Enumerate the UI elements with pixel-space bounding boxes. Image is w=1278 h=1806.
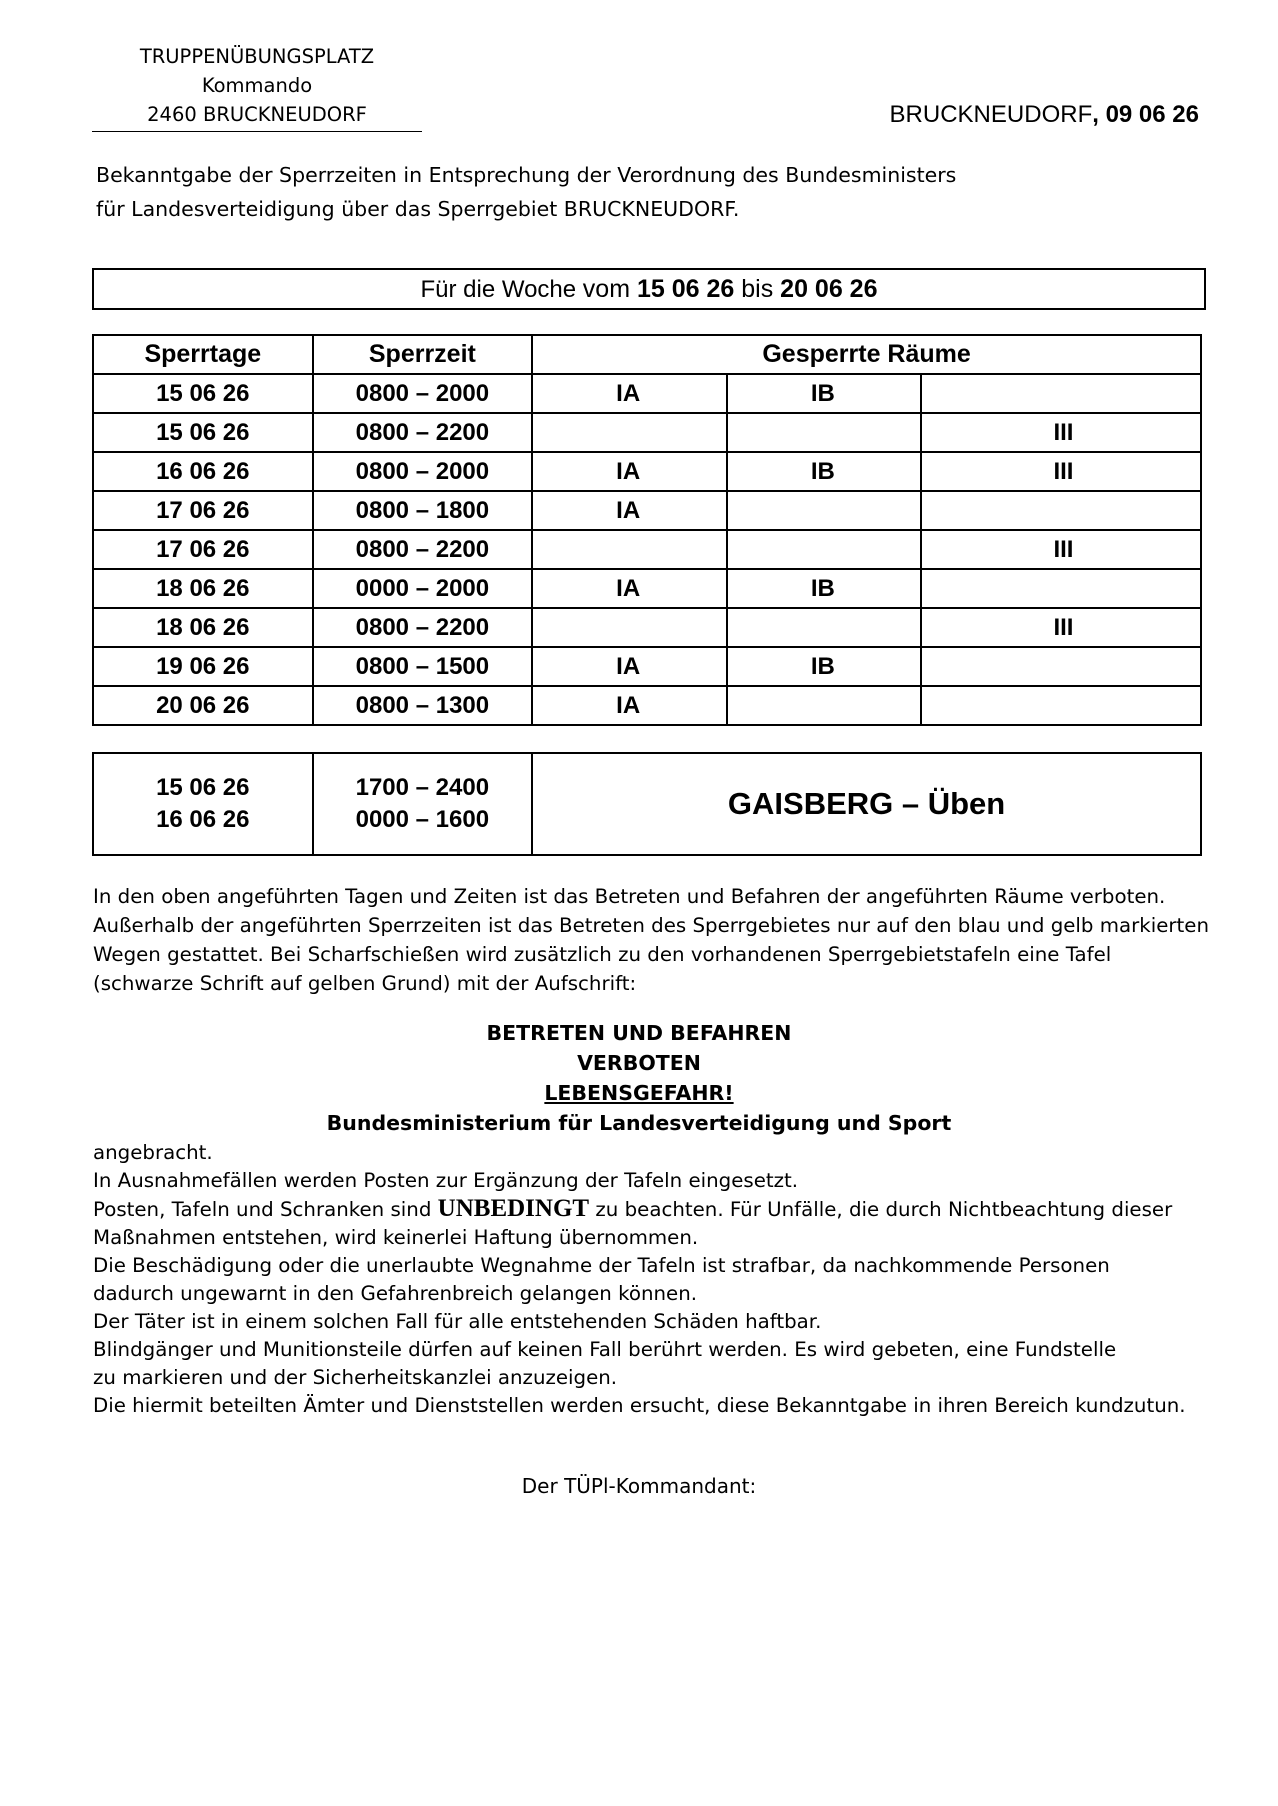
schedule-row: [93, 569, 1201, 608]
sign-text: [0, 1018, 1278, 1138]
rules-line: Die hiermit beteilten Ämter und Dienststellen werden ersucht, diese Bekanntgabe in ihren Bereich kundzutun.: [93, 1394, 1186, 1417]
cell-area-1: IA: [532, 647, 727, 686]
cell-day: 18 06 26: [93, 569, 313, 608]
cell-time: 0000 – 2000: [313, 569, 533, 608]
cell-area-3: III: [921, 530, 1201, 569]
letterhead-line-2: Kommando: [201, 74, 313, 97]
cell-area-1: IA: [532, 686, 727, 725]
header-areas: Gesperrte Räume: [532, 335, 1201, 374]
cell-area-3: III: [921, 608, 1201, 647]
week-to: 20 06 26: [780, 275, 878, 303]
cell-area-3: [921, 569, 1201, 608]
cell-area-2: [727, 608, 922, 647]
cell-time: 0800 – 2200: [313, 530, 533, 569]
letterhead-rule: [92, 131, 422, 132]
schedule-row: [93, 608, 1201, 647]
schedule-row: [93, 413, 1201, 452]
gaisberg-day-2: 16 06 26: [156, 806, 250, 833]
gaisberg-label: GAISBERG – Üben: [532, 753, 1201, 855]
intro-line-1: Bekanntgabe der Sperrzeiten in Entsprechung der Verordnung des Bundesministers: [96, 163, 957, 187]
cell-day: 17 06 26: [93, 491, 313, 530]
cell-area-2: IB: [727, 452, 922, 491]
schedule-row: [93, 647, 1201, 686]
gaisberg-day-1: 15 06 26: [156, 774, 250, 801]
cell-time: 0800 – 2200: [313, 413, 533, 452]
notice-text: [93, 882, 1233, 998]
date: , 09 06 26: [1092, 101, 1199, 128]
rules-line: dadurch ungewarnt in den Gefahrenbreich gelangen können.: [93, 1282, 698, 1305]
intro-line-2: für Landesverteidigung über das Sperrgebiet BRUCKNEUDORF.: [96, 197, 740, 221]
cell-area-1: IA: [532, 374, 727, 413]
cell-area-2: IB: [727, 374, 922, 413]
place-date: [890, 101, 1199, 129]
week-from: 15 06 26: [636, 275, 735, 303]
sign-line-3: LEBENSGEFAHR!: [544, 1081, 734, 1105]
cell-area-1: [532, 413, 727, 452]
gaisberg-times: [313, 753, 533, 855]
rules-line: zu markieren und der Sicherheitskanzlei anzuzeigen.: [93, 1366, 618, 1389]
rules-line: Maßnahmen entstehen, wird keinerlei Haftung übernommen.: [93, 1226, 699, 1249]
notice-line: In den oben angeführten Tagen und Zeiten ist das Betreten und Befahren der angeführten Räume verboten.: [93, 885, 1166, 908]
signature-line: Der TÜPl-Kommandant:: [521, 1474, 757, 1498]
cell-area-3: [921, 647, 1201, 686]
rules-line: Die Beschädigung oder die unerlaubte Wegnahme der Tafeln ist strafbar, da nachkommende Personen: [93, 1254, 1110, 1277]
cell-area-2: [727, 491, 922, 530]
schedule-row: [93, 530, 1201, 569]
cell-day: 20 06 26: [93, 686, 313, 725]
cell-area-2: IB: [727, 647, 922, 686]
cell-time: 0800 – 2000: [313, 374, 533, 413]
schedule-row: [93, 686, 1201, 725]
rules-text-part: zu beachten. Für Unfälle, die durch Nichtbeachtung dieser: [589, 1198, 1173, 1221]
notice-line: (schwarze Schrift auf gelben Grund) mit der Aufschrift:: [93, 972, 637, 995]
cell-area-1: IA: [532, 569, 727, 608]
cell-area-3: [921, 374, 1201, 413]
cell-area-3: [921, 686, 1201, 725]
cell-area-2: [727, 530, 922, 569]
rules-line: [93, 1195, 1253, 1224]
schedule-row: [93, 374, 1201, 413]
notice-line: Außerhalb der angeführten Sperrzeiten ist das Betreten des Sperrgebietes nur auf den blau und gelb markierten: [93, 914, 1209, 937]
notice-line: Wegen gestattet. Bei Scharfschießen wird zusätzlich zu den vorhandenen Sperrgebietstafeln eine Tafel: [93, 943, 1112, 966]
cell-day: 15 06 26: [93, 413, 313, 452]
cell-area-1: [532, 530, 727, 569]
cell-time: 0800 – 2200: [313, 608, 533, 647]
gaisberg-row: [93, 753, 1201, 855]
intro-text: [96, 158, 1096, 226]
cell-day: 19 06 26: [93, 647, 313, 686]
week-bis: bis: [734, 275, 781, 303]
cell-time: 0800 – 2000: [313, 452, 533, 491]
cell-area-2: [727, 413, 922, 452]
letterhead-line-1: TRUPPENÜBUNGSPLATZ: [139, 45, 375, 68]
rules-line: Blindgänger und Munitionsteile dürfen auf keinen Fall berührt werden. Es wird gebeten, eine Fundstelle: [93, 1338, 1117, 1361]
cell-time: 0800 – 1800: [313, 491, 533, 530]
cell-day: 17 06 26: [93, 530, 313, 569]
rules-line: Der Täter ist in einem solchen Fall für alle entstehenden Schäden haftbar.: [93, 1310, 822, 1333]
week-box: [92, 268, 1206, 310]
letterhead: [92, 42, 422, 129]
week-vom: vom: [582, 275, 637, 303]
header-time: Sperrzeit: [313, 335, 533, 374]
unbedingt-emphasis: UNBEDINGT: [437, 1195, 590, 1222]
cell-day: 15 06 26: [93, 374, 313, 413]
schedule-row: [93, 452, 1201, 491]
sign-line-2: VERBOTEN: [577, 1051, 701, 1075]
cell-area-1: IA: [532, 491, 727, 530]
sign-line-4: Bundesministerium für Landesverteidigung und Sport: [326, 1111, 952, 1135]
schedule-header-row: [93, 335, 1201, 374]
cell-day: 18 06 26: [93, 608, 313, 647]
cell-area-2: [727, 686, 922, 725]
sign-line-1: BETRETEN UND BEFAHREN: [486, 1021, 792, 1045]
cell-day: 16 06 26: [93, 452, 313, 491]
place: BRUCKNEUDORF: [889, 101, 1093, 128]
schedule-row: [93, 491, 1201, 530]
gaisberg-days: [93, 753, 313, 855]
rules-line: In Ausnahmefällen werden Posten zur Ergänzung der Tafeln eingesetzt.: [93, 1169, 799, 1192]
gaisberg-time-1: 1700 – 2400: [355, 774, 490, 801]
cell-area-1: [532, 608, 727, 647]
cell-area-3: [921, 491, 1201, 530]
rules-line: angebracht.: [93, 1141, 213, 1164]
cell-area-3: III: [921, 413, 1201, 452]
cell-area-1: IA: [532, 452, 727, 491]
rules-text: [93, 1139, 1253, 1420]
schedule-table: [92, 334, 1202, 726]
cell-time: 0800 – 1300: [313, 686, 533, 725]
cell-area-2: IB: [727, 569, 922, 608]
gaisberg-table: [92, 752, 1202, 856]
gaisberg-time-2: 0000 – 1600: [355, 806, 490, 833]
week-prefix: Für die Woche: [420, 276, 583, 303]
rules-text-part: Posten, Tafeln und Schranken sind: [93, 1198, 438, 1221]
letterhead-line-3: 2460 BRUCKNEUDORF: [147, 103, 367, 126]
cell-time: 0800 – 1500: [313, 647, 533, 686]
cell-area-3: III: [921, 452, 1201, 491]
header-days: Sperrtage: [93, 335, 313, 374]
